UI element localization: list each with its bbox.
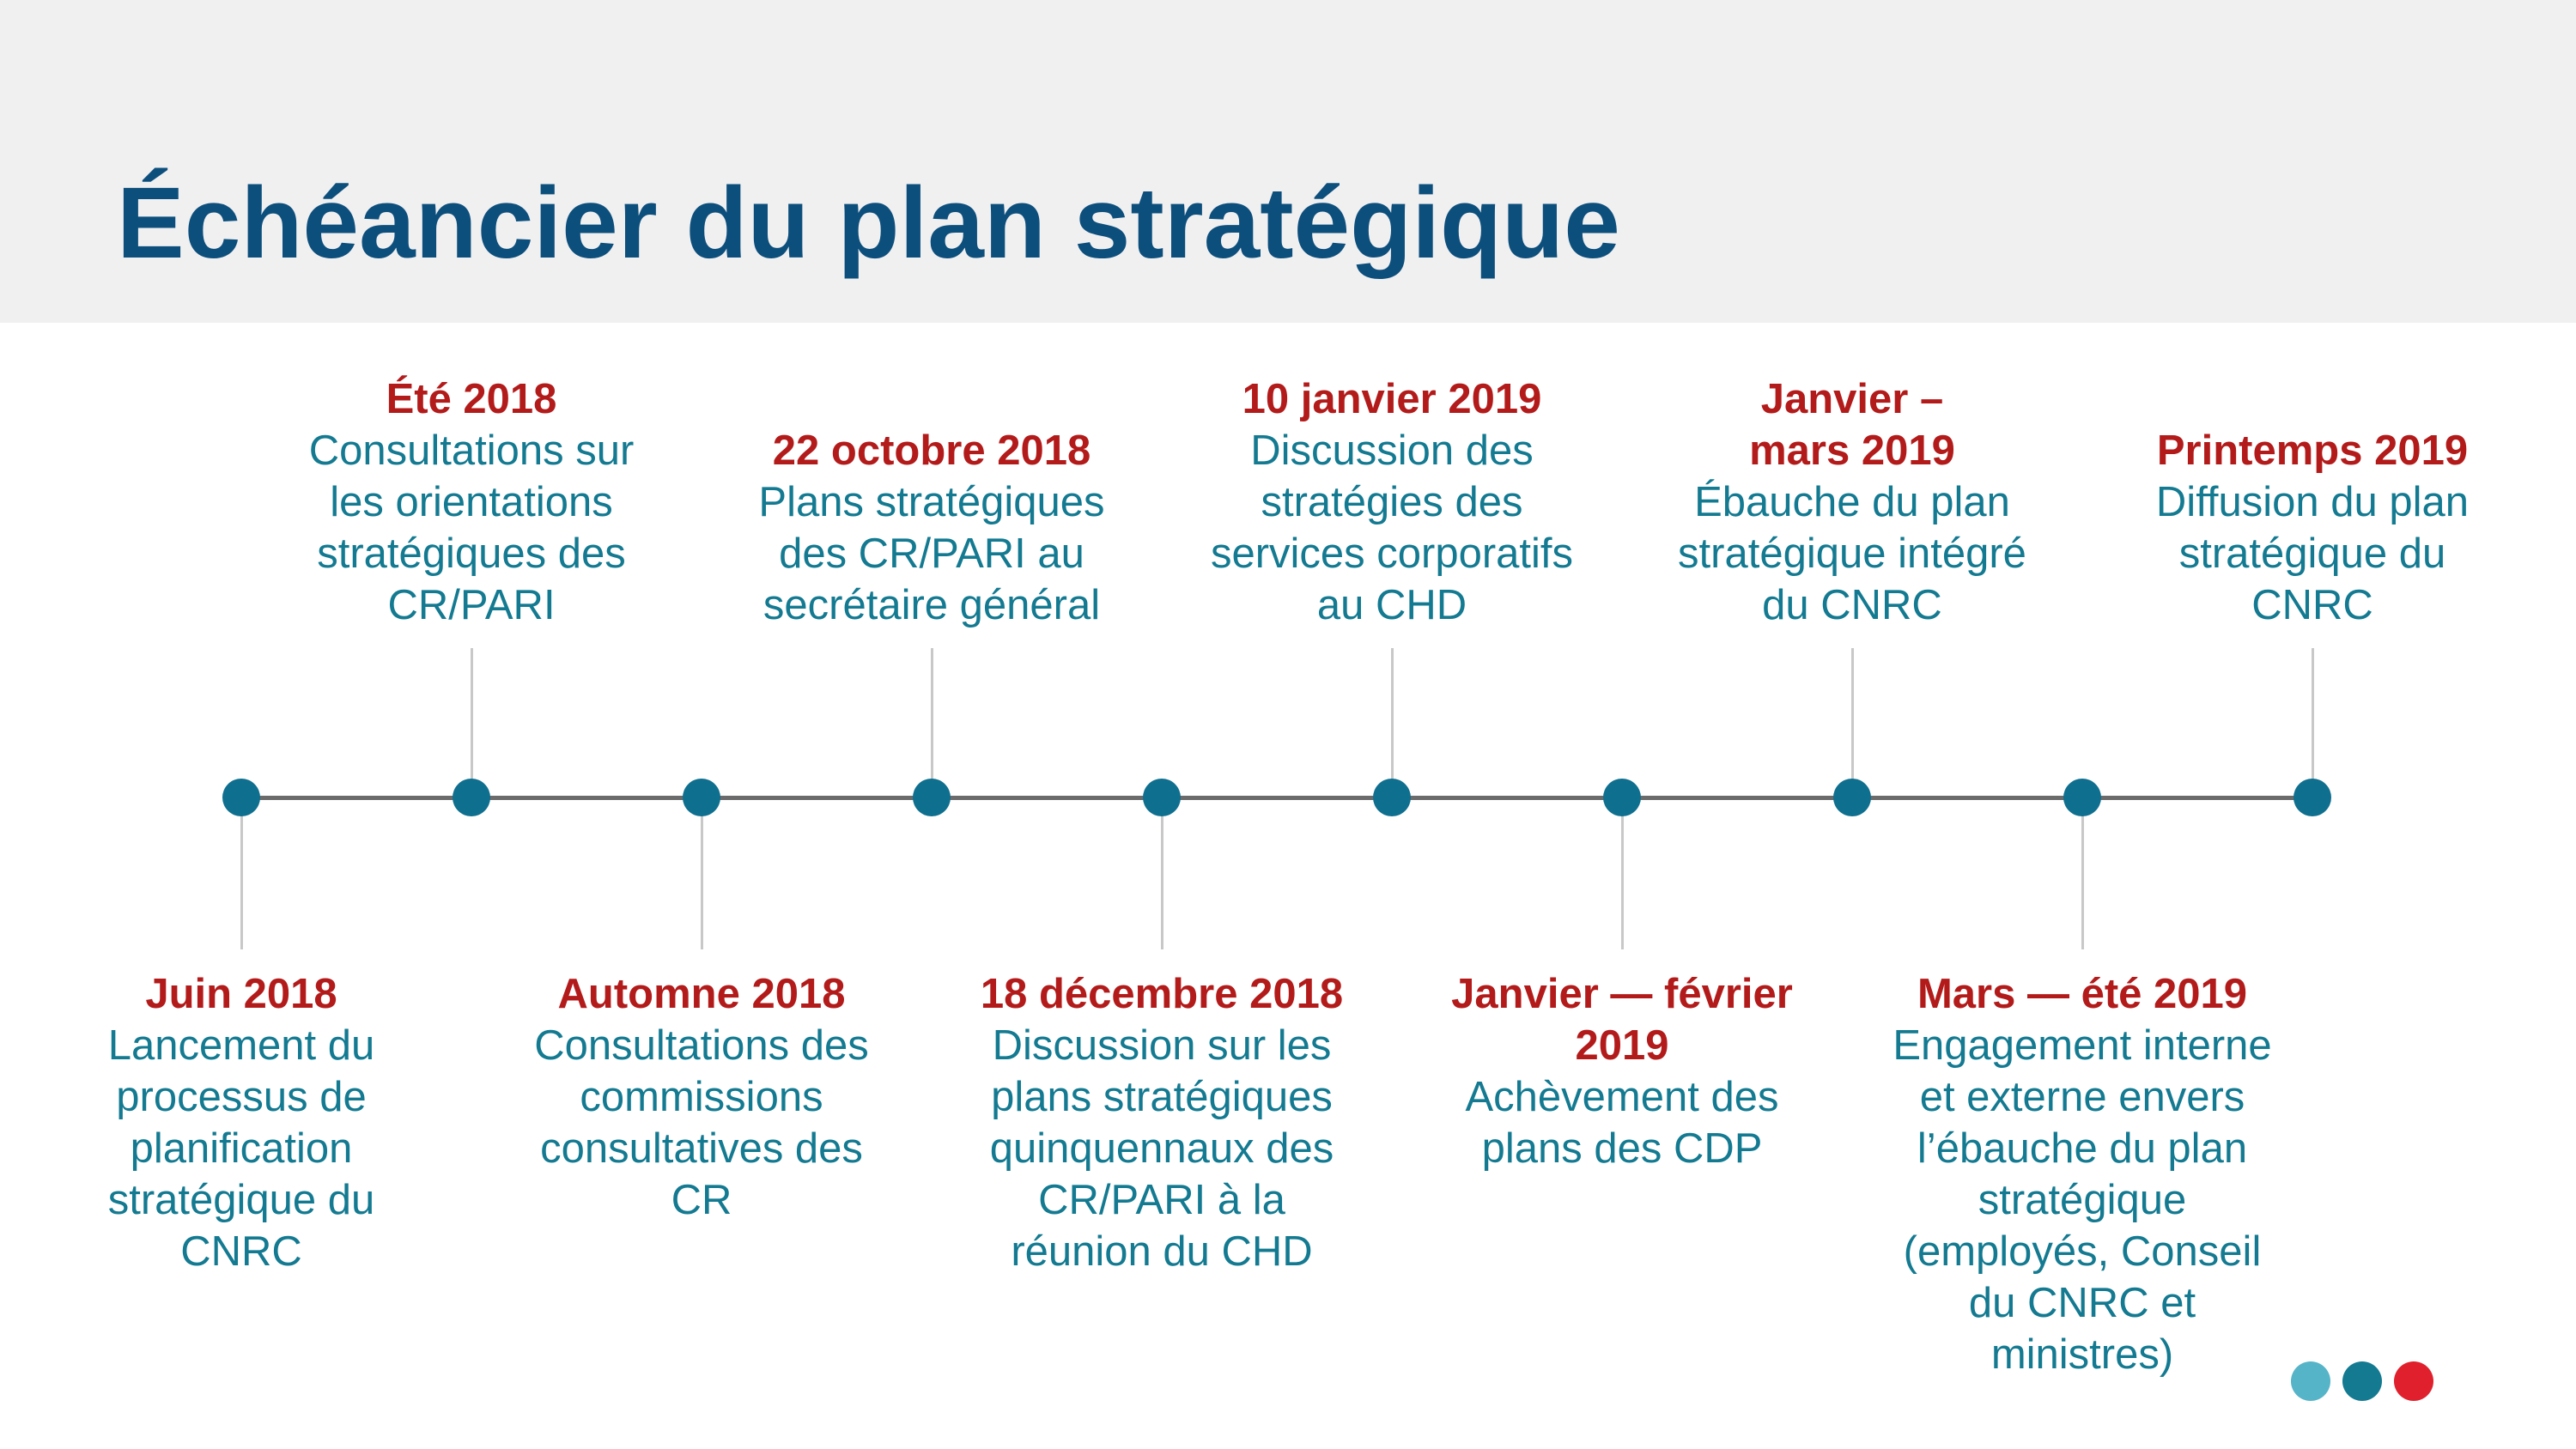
timeline-dot bbox=[2293, 779, 2331, 816]
timeline-event-below bbox=[1876, 968, 2288, 1380]
event-connector bbox=[1851, 648, 1854, 797]
timeline-dot bbox=[1373, 779, 1411, 816]
brand-dots-logo bbox=[2291, 1361, 2437, 1404]
timeline-dot bbox=[1143, 779, 1181, 816]
timeline-dot bbox=[1603, 779, 1641, 816]
event-date: Été 2018 bbox=[386, 376, 557, 422]
event-description: Achèvement des plans des CDP bbox=[1465, 1074, 1779, 1172]
timeline-event-below bbox=[495, 968, 908, 1226]
event-connector bbox=[701, 797, 703, 949]
event-description: Discussion des stratégies des services corporatifs au CHD bbox=[1210, 427, 1574, 628]
timeline-dot bbox=[2063, 779, 2101, 816]
event-description: Engagement interne et externe envers l’ébauche du plan stratégique (employés, Conseil du CNRC et ministres) bbox=[1893, 1022, 2272, 1378]
timeline-dot bbox=[222, 779, 260, 816]
event-date: 22 octobre 2018 bbox=[772, 427, 1091, 474]
timeline-event-above bbox=[726, 425, 1138, 631]
timeline-dot bbox=[913, 779, 951, 816]
event-description: Plans stratégiques des CR/PARI au secrétaire général bbox=[758, 479, 1105, 628]
event-description: Consultations des commissions consultatives des CR bbox=[534, 1022, 869, 1223]
event-date: Automne 2018 bbox=[557, 971, 846, 1017]
event-connector bbox=[240, 797, 243, 949]
timeline-axis bbox=[240, 796, 2310, 800]
event-description: Discussion sur les plans stratégiques quinquennaux des CR/PARI à la réunion du CHD bbox=[989, 1022, 1334, 1275]
timeline-event-below bbox=[1416, 968, 1828, 1174]
timeline-event-below bbox=[956, 968, 1368, 1277]
timeline-event-above bbox=[1646, 373, 2058, 631]
event-connector bbox=[1621, 797, 1624, 949]
event-connector bbox=[1391, 648, 1394, 797]
timeline-event-below bbox=[35, 968, 447, 1277]
event-description: Diffusion du plan stratégique du CNRC bbox=[2155, 479, 2470, 628]
event-connector bbox=[471, 648, 473, 797]
event-date: Juin 2018 bbox=[145, 971, 337, 1017]
timeline-dot bbox=[683, 779, 720, 816]
event-description: Ébauche du plan stratégique intégré du CNRC bbox=[1678, 479, 2026, 628]
brand-dot bbox=[2394, 1361, 2433, 1401]
event-date: Janvier – mars 2019 bbox=[1749, 376, 1955, 474]
timeline-event-above bbox=[265, 373, 677, 631]
event-connector bbox=[2312, 648, 2314, 797]
event-date: Printemps 2019 bbox=[2156, 427, 2469, 474]
page-title: Échéancier du plan stratégique bbox=[117, 167, 1620, 280]
event-date: 10 janvier 2019 bbox=[1242, 376, 1542, 422]
event-description: Consultations sur les orientations stratégiques des CR/PARI bbox=[308, 427, 635, 628]
event-description: Lancement du processus de planification stratégique du CNRC bbox=[107, 1022, 375, 1275]
timeline-event-above bbox=[1186, 373, 1598, 631]
timeline-event-above bbox=[2106, 425, 2518, 631]
event-date: Mars — été 2019 bbox=[1917, 971, 2248, 1017]
event-date: 18 décembre 2018 bbox=[980, 971, 1344, 1017]
event-date: Janvier — février 2019 bbox=[1451, 971, 1793, 1069]
event-connector bbox=[2081, 797, 2084, 949]
timeline-dot bbox=[453, 779, 490, 816]
event-connector bbox=[931, 648, 933, 797]
brand-dot bbox=[2291, 1361, 2330, 1401]
timeline-dot bbox=[1833, 779, 1871, 816]
brand-dot bbox=[2342, 1361, 2382, 1401]
event-connector bbox=[1161, 797, 1163, 949]
